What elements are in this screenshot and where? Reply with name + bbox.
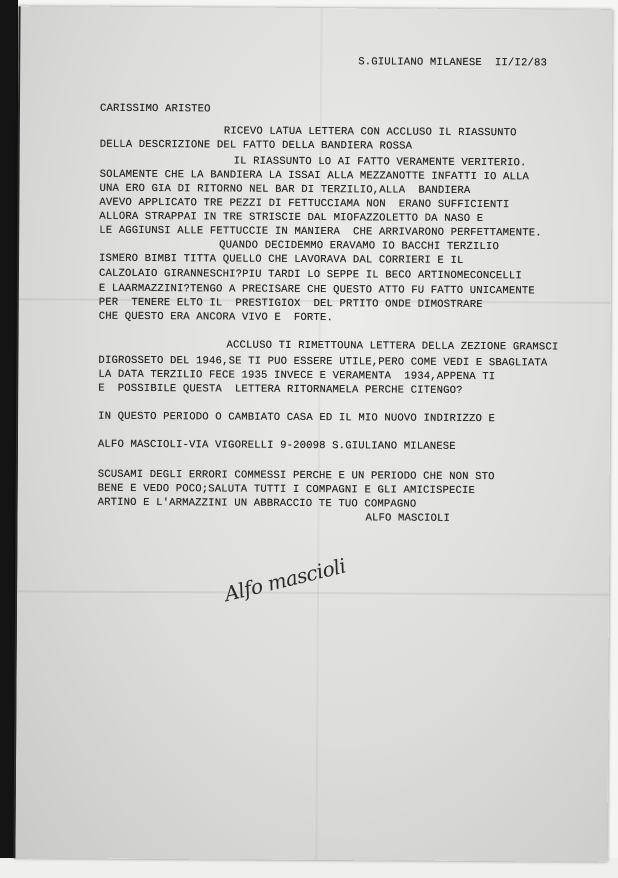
letter-line: SCUSAMI DEGLI ERRORI COMMESSI PERCHE E UN PERIODO CHE NON STO bbox=[97, 468, 495, 484]
letter-line: ALLORA STRAPPAI IN TRE STRISCIE DAL MIOFAZZOLETTO DA NASO E bbox=[99, 210, 484, 226]
letter-closing-name: ALFO MASCIOLI bbox=[365, 512, 451, 525]
letter-paper bbox=[13, 6, 612, 862]
letter-line: ISMERO BIMBI TITTA QUELLO CHE LAVORAVA DAL CORRIERI E IL bbox=[99, 252, 464, 267]
letter-line: ALFO MASCIOLI-VIA VIGORELLI 9-20098 S.GIULIANO MILANESE bbox=[97, 438, 456, 453]
paper-fold-line bbox=[17, 590, 609, 596]
letter-line: CHE QUESTO ERA ANCORA VIVO E FORTE. bbox=[98, 310, 334, 325]
letter-line: ARTINO E L'ARMAZZINI UN ABBRACCIO TE TUO COMPAGNO bbox=[97, 496, 417, 511]
letter-line: QUANDO DECIDEMMO ERAVAMO IO BACCHI TERZILIO bbox=[219, 239, 500, 254]
letter-place-date: S.GIULIANO MILANESE II/I2/83 bbox=[358, 56, 548, 70]
letter-line: SOLAMENTE CHE LA BANDIERA LA ISSAI ALLA MEZZANOTTE INFATTI IO ALLA bbox=[99, 168, 530, 184]
letter-line: RICEVO LATUA LETTERA CON ACCLUSO IL RIASSUNTO bbox=[223, 125, 517, 140]
letter-line: AVEVO APPLICATO TRE PEZZI DI FETTUCCIAMA NON ERANO SUFFICIENTI bbox=[99, 196, 510, 212]
letter-line: E POSSIBILE QUESTA LETTERA RITORNAMELA PERCHE CITENGO? bbox=[98, 382, 463, 397]
letter-line: LE AGGIUNSI ALLE FETTUCCIE IN MANIERA CHE ARRIVARONO PERFETTAMENTE. bbox=[99, 224, 542, 240]
letter-line: E LAARMAZZINI?TENGO A PRECISARE CHE QUESTO ATTO FU FATTO UNICAMENTE bbox=[98, 282, 535, 298]
letter-line: PER TENERE ELTO IL PRESTIGIOX DEL PRTITO ONDE DIMOSTRARE bbox=[98, 296, 483, 312]
letter-line: ACCLUSO TI RIMETTOUNA LETTERA DELLA ZEZIONE GRAMSCI bbox=[226, 339, 559, 354]
letter-line: UNA ERO GIA DI RITORNO NEL BAR DI TERZILIO,ALLA BANDIERA bbox=[99, 182, 471, 197]
letter-line: LA DATA TERZILIO FECE 1935 INVECE E VERAMENTA 1934,APPENA TI bbox=[98, 368, 496, 384]
letter-line: BENE E VEDO POCO;SALUTA TUTTI I COMPAGNI E GLI AMICISPECIE bbox=[97, 482, 476, 497]
letter-line: CALZOLAIO GIRANNESCHI?PIU TARDI LO SEPPE IL BECO ARTINOMECONCELLI bbox=[98, 267, 522, 283]
letter-line: IN QUESTO PERIODO O CAMBIATO CASA ED IL MIO NUOVO INDIRIZZO E bbox=[98, 410, 496, 426]
letter-line: DIGROSSETO DEL 1946,SE TI PUO ESSERE UTILE,PERO COME VEDI E SBAGLIATA bbox=[98, 354, 548, 370]
letter-salutation: CARISSIMO ARISTEO bbox=[99, 102, 211, 116]
handwritten-signature: Alfo mascioli bbox=[222, 553, 348, 607]
letter-line: IL RIASSUNTO LO AI FATTO VERAMENTE VERITERIO. bbox=[233, 155, 527, 170]
letter-line: DELLA DESCRIZIONE DEL FATTO DELLA BANDIERA ROSSA bbox=[99, 138, 413, 153]
